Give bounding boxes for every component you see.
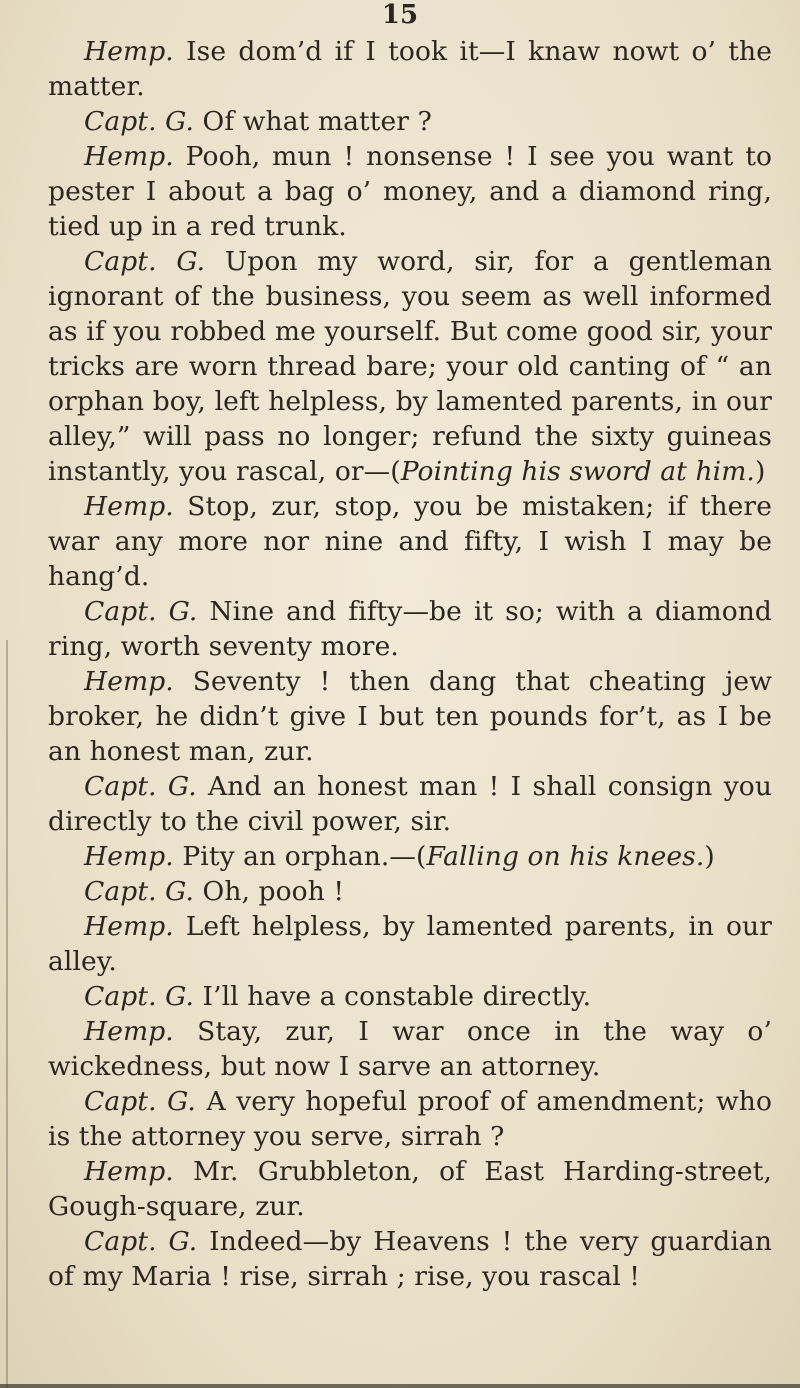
dialogue-line: [48, 874, 772, 909]
speaker-name: Hemp.: [84, 36, 174, 67]
line-text: I’ll have a constable directly.: [193, 981, 592, 1012]
line-text: Seventy ! then dang that cheating jew broker, he didn’t give I but ten pounds for’t, as I be an honest man, zur.: [48, 666, 772, 767]
line-text: Upon my word, sir, for a gentleman ignorant of the business, you seem as well informed as if you robbed me yourself. But come good sir, your tricks are worn thread bare; your old canting of “ an orphan boy, left helpless, by lamented parents, in our alley,” will pass no longer; refund the sixty guineas instantly, you rascal, or—(: [48, 246, 773, 487]
dialogue-line: [48, 104, 772, 139]
line-text: Left helpless, by lamented parents, in our alley.: [48, 911, 772, 977]
speaker-name: Hemp.: [84, 141, 174, 172]
line-text: Pity an orphan.—(: [173, 841, 427, 872]
line-text: Ise dom’d if I took it—I knaw nowt o’ the matter.: [48, 36, 772, 102]
speaker-name: Hemp.: [84, 1016, 174, 1047]
line-text: Of what matter ?: [193, 106, 432, 137]
line-text: Indeed—by Heavens ! the very guardian of my Maria ! rise, sirrah ; rise, you rascal !: [48, 1226, 772, 1292]
line-text: Mr. Grubbleton, of East Harding-street, Gough-square, zur.: [48, 1156, 772, 1222]
dialogue-line: [48, 909, 772, 979]
dialogue-line: [48, 1224, 772, 1294]
page-number: 15: [381, 0, 419, 30]
dialogue-line: [48, 139, 772, 244]
speaker-name: Capt. G.: [84, 106, 194, 137]
line-text: A very hopeful proof of amendment; who is the attorney you serve, sirrah ?: [48, 1086, 773, 1152]
dialogue-line: [48, 489, 772, 594]
dialogue-line: [48, 1084, 772, 1154]
dialogue-line: [48, 979, 772, 1014]
speaker-name: Capt. G.: [84, 246, 206, 277]
dialogue-text: [48, 34, 772, 1294]
line-text: Oh, pooh !: [193, 876, 345, 907]
speaker-name: Capt. G.: [84, 981, 194, 1012]
speaker-name: Hemp.: [84, 1156, 174, 1187]
line-text: Nine and fifty—be it so; with a diamond ring, worth seventy more.: [48, 596, 773, 662]
speaker-name: Hemp.: [84, 841, 174, 872]
speaker-name: Capt. G.: [84, 596, 198, 627]
speaker-name: Hemp.: [84, 491, 174, 522]
dialogue-line: [48, 594, 772, 664]
page-edge-line: [6, 640, 8, 1388]
dialogue-line: [48, 34, 772, 104]
stage-direction: Pointing his sword at him.: [400, 456, 755, 487]
speaker-name: Capt. G.: [84, 876, 194, 907]
speaker-name: Hemp.: [84, 666, 174, 697]
line-text: Pooh, mun ! nonsense ! I see you want to pester I about a bag o’ money, and a diamond ring, tied up in a red trunk.: [48, 141, 772, 242]
line-text: Stay, zur, I war once in the way o’ wickedness, but now I sarve an attorney.: [48, 1016, 772, 1082]
line-text: And an honest man ! I shall consign you directly to the civil power, sir.: [48, 771, 772, 837]
dialogue-line: [48, 244, 772, 489]
speaker-name: Capt. G.: [84, 1086, 196, 1117]
line-tail: ): [704, 841, 715, 872]
speaker-name: Capt. G.: [84, 771, 197, 802]
line-text: Stop, zur, stop, you be mistaken; if there war any more nor nine and fifty, I wish I may be hang’d.: [48, 491, 772, 592]
line-tail: ): [754, 456, 766, 487]
dialogue-line: [48, 769, 772, 839]
stage-direction: Falling on his knees.: [426, 841, 705, 872]
dialogue-line: [48, 1014, 772, 1084]
dialogue-line: [48, 839, 772, 874]
dialogue-line: [48, 1154, 772, 1224]
speaker-name: Hemp.: [84, 911, 174, 942]
speaker-name: Capt. G.: [84, 1226, 198, 1257]
dialogue-line: [48, 664, 772, 769]
page-bottom-edge: [0, 1384, 800, 1388]
